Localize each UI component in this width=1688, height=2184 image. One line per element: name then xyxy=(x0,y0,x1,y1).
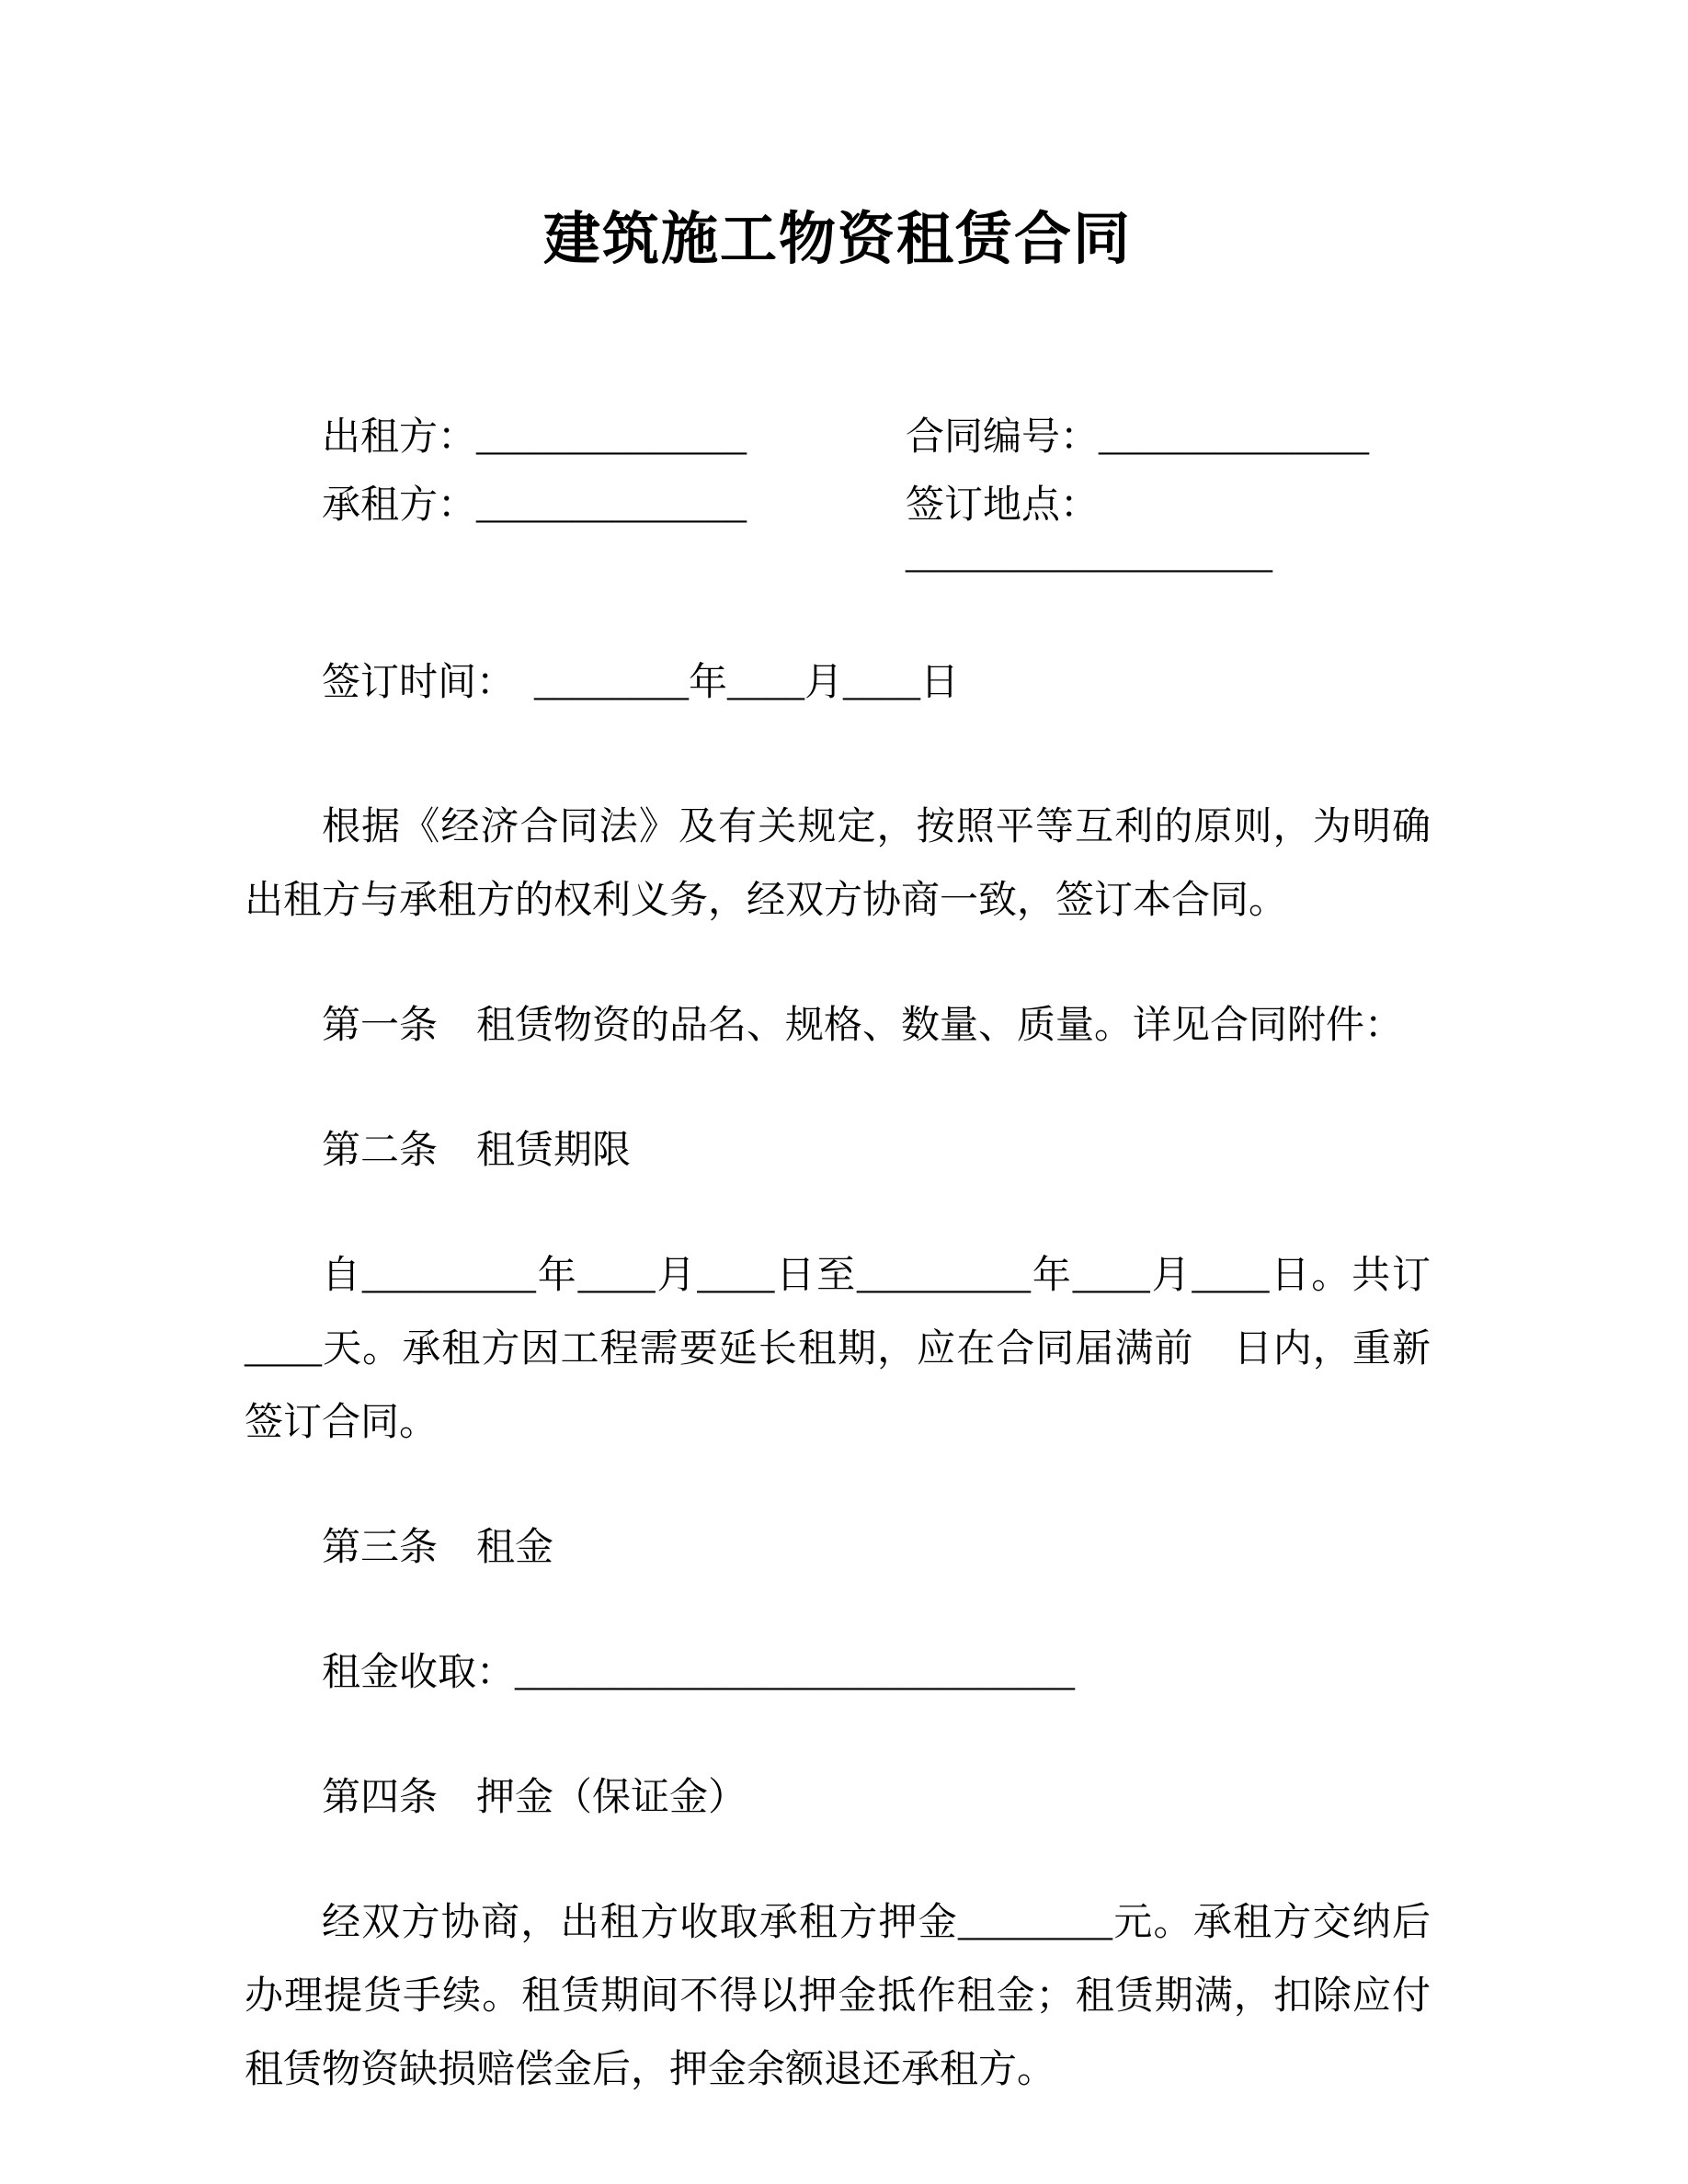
article-3-heading: 第三条 租金 xyxy=(322,1527,554,1569)
article-1-heading: 第一条 租赁物资的品名、规格、数量、质量。详见合同附件： xyxy=(322,1005,1404,1047)
intro-paragraph: 根据《经济合同法》及有关规定，按照平等互利的原则，为明确出租方与承租方的权利义务，经双方协商一致，签订本合同。 xyxy=(245,806,1431,922)
contract-no-field: 合同编号：______________ xyxy=(906,416,1370,459)
party-row-2 xyxy=(245,481,1431,580)
lessor-field: 出租方：______________ xyxy=(322,416,747,459)
article-3-body: 租金收取：_____________________________ xyxy=(322,1652,1076,1694)
signing-place-field: 签订地点：___________________ xyxy=(906,484,1272,576)
signing-time-field: 签订时间： ________年____月____日 xyxy=(322,662,960,704)
article-4-heading: 第四条 押金（保证金） xyxy=(322,1777,747,1819)
article-2-body: 自_________年____月____日至_________年____月____日。共订____天。承租方因工程需要延长租期，应在合同届满前 日内，重新签订合同。 xyxy=(245,1255,1431,1444)
party-row-1 xyxy=(245,413,1431,462)
article-4-body: 经双方协商，出租方收取承租方押金________元。承租方交纳后办理提货手续。租赁期间不得以押金抵作租金；租赁期满，扣除应付租赁物资缺损赔偿金后，押金余额退还承租方。 xyxy=(245,1902,1431,2091)
lessee-field: 承租方：______________ xyxy=(322,484,747,527)
page-title: 建筑施工物资租赁合同 xyxy=(542,208,1132,271)
article-2-heading: 第二条 租赁期限 xyxy=(322,1130,632,1172)
